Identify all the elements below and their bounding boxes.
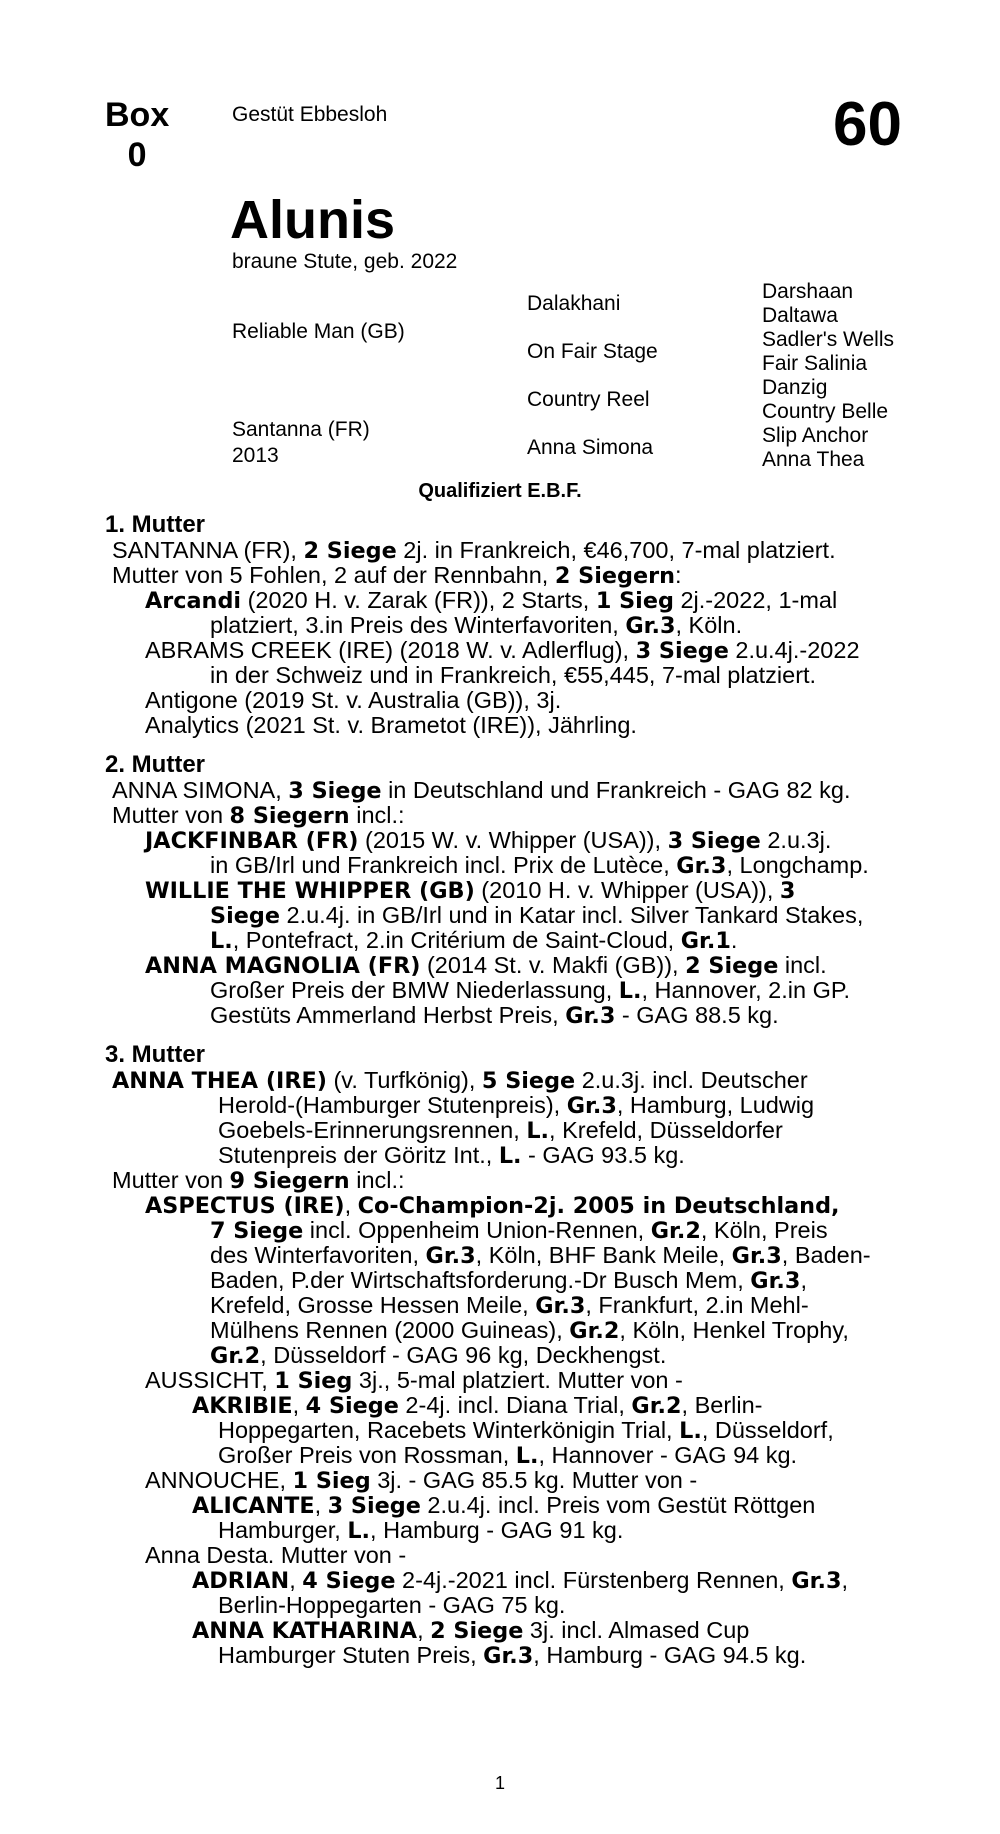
m1-line-1: SANTANNA (FR), 2 Siege 2j. in Frankreich, €46,700, 7-mal platziert. [112,537,836,564]
section-title-1: 1. Mutter [105,511,206,538]
m3-line-1: ANNA THEA (IRE) (v. Turfkönig), 5 Siege 2.u.3j. incl. Deutscher [112,1067,808,1094]
m2-line-1: ANNA SIMONA, 3 Siege in Deutschland und Frankreich - GAG 82 kg. [112,777,851,804]
pedigree-g1-4: Anna Simona [527,436,654,459]
box-label [105,95,169,175]
m3-line-5: Mutter von 9 Siegern incl.: [112,1167,405,1194]
pedigree-dam-year: 2013 [232,444,279,467]
pedigree-g2-2: Daltawa [762,304,838,327]
m1-line-8: Analytics (2021 St. v. Brametot (IRE)), Jährling. [145,712,637,738]
pedigree-g2-3: Sadler's Wells [762,328,894,351]
pedigree-g1-2: On Fair Stage [527,340,658,363]
pedigree-g2-8: Anna Thea [762,448,865,471]
m3-line-12: Gr.2, Düsseldorf - GAG 96 kg, Deckhengst. [210,1342,667,1369]
m2-line-4: in GB/Irl und Frankreich incl. Prix de Lutèce, Gr.3, Longchamp. [210,852,869,879]
m3-line-7: 7 Siege incl. Oppenheim Union-Rennen, Gr.2, Köln, Preis [210,1217,828,1244]
m3-line-11: Mülhens Rennen (2000 Guineas), Gr.2, Köln, Henkel Trophy, [210,1317,849,1344]
consignor: Gestüt Ebbesloh [232,103,388,126]
pedigree-g2-4: Fair Salinia [762,352,868,375]
m3-line-13: AUSSICHT, 1 Sieg 3j., 5-mal platziert. Mutter von - [145,1367,683,1394]
pedigree-g1-3: Country Reel [527,388,650,411]
m3-line-16: Großer Preis von Rossman, L., Hannover - GAG 94 kg. [218,1442,798,1469]
m2-line-2: Mutter von 8 Siegern incl.: [112,802,405,829]
pedigree-g2-5: Danzig [762,376,828,399]
pedigree-g2-1: Darshaan [762,280,854,303]
m2-line-6: Siege 2.u.4j. in GB/Irl und in Katar incl. Silver Tankard Stakes, [210,902,864,929]
box-label-text: Box [105,96,170,134]
m3-line-6: ASPECTUS (IRE), Co-Champion-2j. 2005 in Deutschland, [145,1192,840,1219]
pedigree-g2-7: Slip Anchor [762,424,869,447]
pedigree-sire: Reliable Man (GB) [232,320,405,343]
m1-line-4: platziert, 3.in Preis des Winterfavoriten, Gr.3, Köln. [210,612,743,639]
pedigree-g1-1: Dalakhani [527,292,621,315]
m3-line-10: Krefeld, Grosse Hessen Meile, Gr.3, Frankfurt, 2.in Mehl- [210,1292,809,1319]
m3-line-4: Stutenpreis der Göritz Int., L. - GAG 93.5 kg. [218,1142,685,1169]
m3-line-18: ALICANTE, 3 Siege 2.u.4j. incl. Preis vom Gestüt Röttgen [192,1492,816,1519]
m3-line-8: des Winterfavoriten, Gr.3, Köln, BHF Bank Meile, Gr.3, Baden- [210,1242,871,1269]
m2-line-10: Gestüts Ammerland Herbst Preis, Gr.3 - GAG 88.5 kg. [210,1002,779,1029]
box-number: 0 [127,136,147,174]
m1-line-5: ABRAMS CREEK (IRE) (2018 W. v. Adlerflug), 3 Siege 2.u.4j.-2022 [145,637,860,664]
m2-line-3: JACKFINBAR (FR) (2015 W. v. Whipper (USA)), 3 Siege 2.u.3j. [145,827,832,854]
m2-line-8: ANNA MAGNOLIA (FR) (2014 St. v. Makfi (GB)), 2 Siege incl. [145,952,827,979]
m1-line-3: Arcandi (2020 H. v. Zarak (FR)), 2 Starts, 1 Sieg 2j.-2022, 1-mal [145,587,838,614]
m3-line-9: Baden, P.der Wirtschaftsforderung.-Dr Busch Mem, Gr.3, [210,1267,807,1294]
m3-line-23: ANNA KATHARINA, 2 Siege 3j. incl. Almased Cup [192,1617,750,1644]
m3-line-15: Hoppegarten, Racebets Winterkönigin Trial, L., Düsseldorf, [218,1417,834,1444]
m3-line-3: Goebels-Erinnerungsrennen, L., Krefeld, Düsseldorfer [218,1117,783,1144]
pedigree-dam: Santanna (FR) [232,418,370,441]
m2-line-9: Großer Preis der BMW Niederlassung, L., Hannover, 2.in GP. [210,977,851,1004]
m3-line-20: Anna Desta. Mutter von - [145,1542,407,1568]
m3-line-14: AKRIBIE, 4 Siege 2-4j. incl. Diana Trial, Gr.2, Berlin- [192,1392,763,1419]
m3-line-17: ANNOUCHE, 1 Sieg 3j. - GAG 85.5 kg. Mutter von - [145,1467,698,1494]
m1-line-7: Antigone (2019 St. v. Australia (GB)), 3j. [145,687,562,713]
horse-name: Alunis [230,190,396,250]
horse-description: braune Stute, geb. 2022 [232,250,458,273]
qualification: Qualifiziert E.B.F. [418,480,582,502]
m3-line-21: ADRIAN, 4 Siege 2-4j.-2021 incl. Fürstenberg Rennen, Gr.3, [192,1567,849,1594]
pedigree-g2-6: Country Belle [762,400,889,423]
m1-line-2: Mutter von 5 Fohlen, 2 auf der Rennbahn, 2 Siegern: [112,562,682,589]
m3-line-24: Hamburger Stuten Preis, Gr.3, Hamburg - GAG 94.5 kg. [218,1642,807,1669]
m2-line-7: L., Pontefract, 2.in Critérium de Saint-Cloud, Gr.1. [210,927,738,954]
m1-line-6: in der Schweiz und in Frankreich, €55,445, 7-mal platziert. [210,662,817,688]
m3-line-2: Herold-(Hamburger Stutenpreis), Gr.3, Hamburg, Ludwig [218,1092,815,1119]
m2-line-5: WILLIE THE WHIPPER (GB) (2010 H. v. Whipper (USA)), 3 [145,877,796,904]
page-number: 1 [494,1773,505,1793]
section-title-2: 2. Mutter [105,751,206,778]
lot-number: 60 [833,90,902,159]
m3-line-19: Hamburger, L., Hamburg - GAG 91 kg. [218,1517,624,1544]
section-title-3: 3. Mutter [105,1041,206,1068]
m3-line-22: Berlin-Hoppegarten - GAG 75 kg. [218,1592,566,1618]
